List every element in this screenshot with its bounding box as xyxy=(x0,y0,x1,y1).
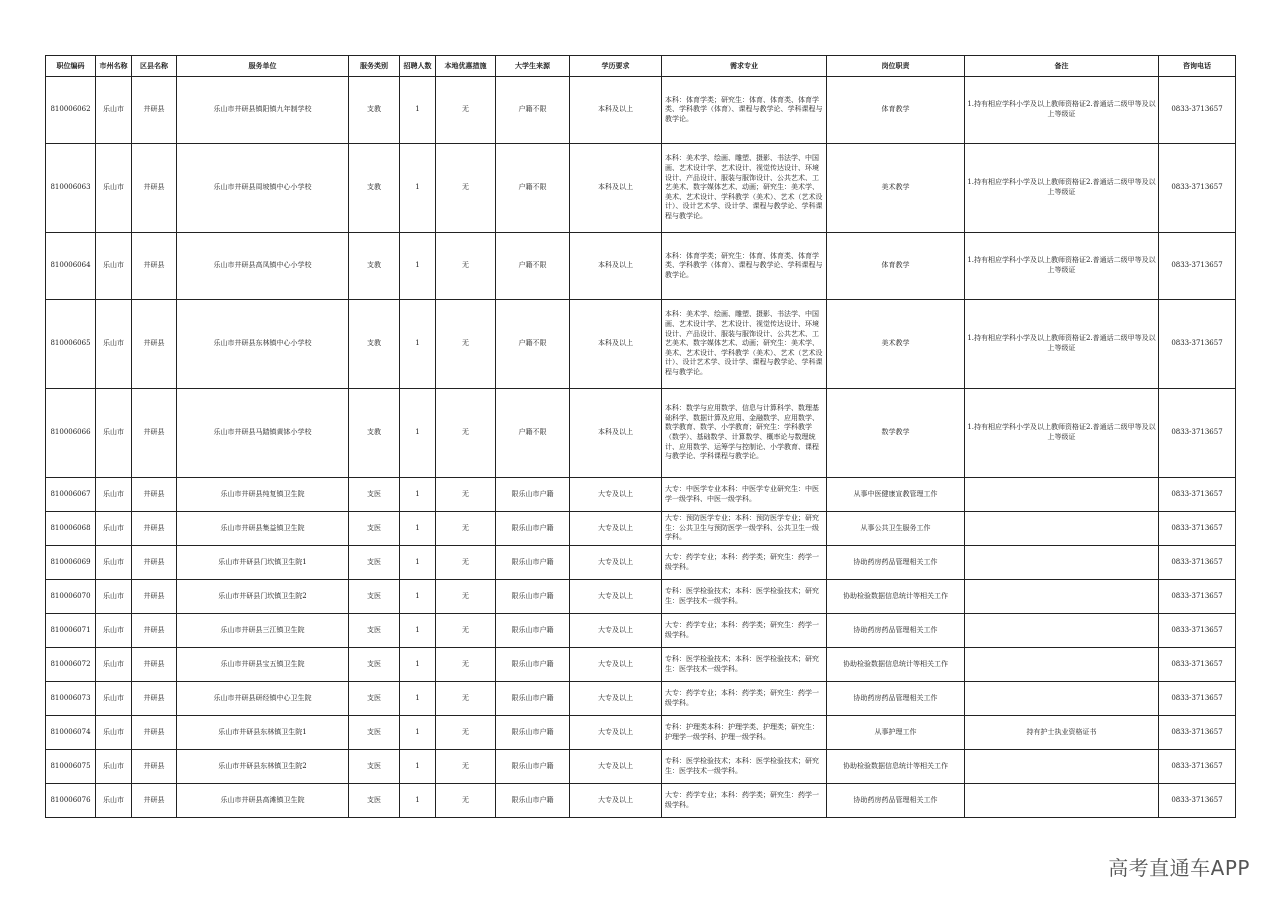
cell-phone: 0833-3713657 xyxy=(1159,478,1236,512)
cell-benefit: 无 xyxy=(436,580,496,614)
cell-education: 本科及以上 xyxy=(570,77,662,144)
table-row xyxy=(46,784,1236,818)
cell-note xyxy=(965,614,1159,648)
cell-category: 支医 xyxy=(349,648,400,682)
cell-code: 810006062 xyxy=(46,77,96,144)
table-row xyxy=(46,512,1236,546)
cell-benefit: 无 xyxy=(436,478,496,512)
cell-unit: 乐山市井研县镇阳镇九年制学校 xyxy=(177,77,349,144)
cell-code: 810006070 xyxy=(46,580,96,614)
cell-duty: 协助药房药品管理相关工作 xyxy=(827,614,965,648)
cell-duty: 协助药房药品管理相关工作 xyxy=(827,546,965,580)
cell-phone: 0833-3713657 xyxy=(1159,546,1236,580)
cell-benefit: 无 xyxy=(436,682,496,716)
cell-source: 限乐山市户籍 xyxy=(496,546,570,580)
cell-county: 井研县 xyxy=(132,300,177,389)
cell-city: 乐山市 xyxy=(96,682,132,716)
cell-code: 810006069 xyxy=(46,546,96,580)
cell-code: 810006065 xyxy=(46,300,96,389)
cell-category: 支教 xyxy=(349,77,400,144)
cell-phone: 0833-3713657 xyxy=(1159,512,1236,546)
cell-code: 810006072 xyxy=(46,648,96,682)
cell-education: 大专及以上 xyxy=(570,478,662,512)
cell-count: 1 xyxy=(400,580,436,614)
cell-code: 810006076 xyxy=(46,784,96,818)
cell-phone: 0833-3713657 xyxy=(1159,233,1236,300)
cell-count: 1 xyxy=(400,614,436,648)
table-row xyxy=(46,648,1236,682)
cell-count: 1 xyxy=(400,512,436,546)
cell-phone: 0833-3713657 xyxy=(1159,682,1236,716)
cell-duty: 体育教学 xyxy=(827,233,965,300)
cell-source: 户籍不限 xyxy=(496,389,570,478)
cell-phone: 0833-3713657 xyxy=(1159,300,1236,389)
cell-note: 1.持有相应学科小学及以上教师资格证2.普通话二级甲等及以上等级证 xyxy=(965,144,1159,233)
cell-duty: 从事护理工作 xyxy=(827,716,965,750)
header-code: 职位编码 xyxy=(46,56,96,77)
cell-unit: 乐山市井研县高凤镇中心小学校 xyxy=(177,233,349,300)
cell-note xyxy=(965,784,1159,818)
cell-count: 1 xyxy=(400,478,436,512)
cell-unit: 乐山市井研县东林镇卫生院2 xyxy=(177,750,349,784)
cell-benefit: 无 xyxy=(436,389,496,478)
cell-phone: 0833-3713657 xyxy=(1159,784,1236,818)
cell-unit: 乐山市井研县东林镇卫生院1 xyxy=(177,716,349,750)
table-row xyxy=(46,614,1236,648)
cell-county: 井研县 xyxy=(132,233,177,300)
header-row xyxy=(46,56,1236,77)
cell-source: 限乐山市户籍 xyxy=(496,750,570,784)
cell-source: 限乐山市户籍 xyxy=(496,580,570,614)
cell-category: 支教 xyxy=(349,389,400,478)
cell-county: 井研县 xyxy=(132,546,177,580)
cell-education: 大专及以上 xyxy=(570,546,662,580)
cell-benefit: 无 xyxy=(436,512,496,546)
cell-note xyxy=(965,512,1159,546)
cell-duty: 协助药房药品管理相关工作 xyxy=(827,784,965,818)
header-major: 需求专业 xyxy=(662,56,827,77)
cell-major: 大专：药学专业；本科：药学类；研究生：药学一级学科。 xyxy=(662,682,827,716)
cell-category: 支医 xyxy=(349,478,400,512)
cell-education: 大专及以上 xyxy=(570,512,662,546)
cell-city: 乐山市 xyxy=(96,144,132,233)
cell-code: 810006073 xyxy=(46,682,96,716)
cell-category: 支教 xyxy=(349,233,400,300)
cell-benefit: 无 xyxy=(436,750,496,784)
cell-duty: 协助药房药品管理相关工作 xyxy=(827,682,965,716)
cell-education: 大专及以上 xyxy=(570,682,662,716)
cell-code: 810006063 xyxy=(46,144,96,233)
header-phone: 咨询电话 xyxy=(1159,56,1236,77)
cell-phone: 0833-3713657 xyxy=(1159,716,1236,750)
cell-note xyxy=(965,546,1159,580)
cell-duty: 美术教学 xyxy=(827,144,965,233)
header-county: 区县名称 xyxy=(132,56,177,77)
cell-major: 大专：药学专业；本科：药学类；研究生：药学一级学科。 xyxy=(662,546,827,580)
cell-category: 支教 xyxy=(349,300,400,389)
cell-count: 1 xyxy=(400,648,436,682)
cell-phone: 0833-3713657 xyxy=(1159,648,1236,682)
cell-major: 大专：药学专业；本科：药学类；研究生：药学一级学科。 xyxy=(662,784,827,818)
cell-source: 户籍不限 xyxy=(496,300,570,389)
cell-education: 本科及以上 xyxy=(570,233,662,300)
cell-duty: 美术教学 xyxy=(827,300,965,389)
cell-count: 1 xyxy=(400,389,436,478)
cell-city: 乐山市 xyxy=(96,77,132,144)
cell-code: 810006068 xyxy=(46,512,96,546)
cell-benefit: 无 xyxy=(436,716,496,750)
header-note: 备注 xyxy=(965,56,1159,77)
cell-county: 井研县 xyxy=(132,478,177,512)
cell-city: 乐山市 xyxy=(96,546,132,580)
cell-category: 支医 xyxy=(349,546,400,580)
watermark-text: 高考直通车APP xyxy=(1108,856,1250,880)
cell-source: 户籍不限 xyxy=(496,77,570,144)
cell-phone: 0833-3713657 xyxy=(1159,77,1236,144)
header-city: 市州名称 xyxy=(96,56,132,77)
cell-county: 井研县 xyxy=(132,784,177,818)
cell-unit: 乐山市井研县东林镇中心小学校 xyxy=(177,300,349,389)
cell-count: 1 xyxy=(400,77,436,144)
cell-note xyxy=(965,648,1159,682)
cell-count: 1 xyxy=(400,300,436,389)
cell-duty: 从事公共卫生服务工作 xyxy=(827,512,965,546)
cell-duty: 数学教学 xyxy=(827,389,965,478)
cell-note xyxy=(965,580,1159,614)
cell-county: 井研县 xyxy=(132,682,177,716)
cell-duty: 协助检验数据信息统计等相关工作 xyxy=(827,750,965,784)
cell-education: 本科及以上 xyxy=(570,300,662,389)
cell-source: 限乐山市户籍 xyxy=(496,648,570,682)
cell-category: 支医 xyxy=(349,614,400,648)
cell-phone: 0833-3713657 xyxy=(1159,614,1236,648)
table-body xyxy=(46,77,1236,818)
cell-county: 井研县 xyxy=(132,77,177,144)
cell-count: 1 xyxy=(400,144,436,233)
cell-education: 大专及以上 xyxy=(570,614,662,648)
cell-note: 1.持有相应学科小学及以上教师资格证2.普通话二级甲等及以上等级证 xyxy=(965,389,1159,478)
cell-major: 大专：预防医学专业；本科：预防医学专业；研究生：公共卫生与预防医学一级学科、公共卫生一级学科。 xyxy=(662,512,827,546)
cell-phone: 0833-3713657 xyxy=(1159,389,1236,478)
cell-major: 专科：医学检验技术；本科：医学检验技术；研究生：医学技术一级学科。 xyxy=(662,648,827,682)
cell-benefit: 无 xyxy=(436,233,496,300)
table-row xyxy=(46,716,1236,750)
cell-source: 限乐山市户籍 xyxy=(496,682,570,716)
recruitment-table xyxy=(45,55,1236,818)
cell-major: 大专：中医学专业本科：中医学专业研究生：中医学一级学科、中医一级学科。 xyxy=(662,478,827,512)
cell-count: 1 xyxy=(400,750,436,784)
cell-city: 乐山市 xyxy=(96,716,132,750)
cell-benefit: 无 xyxy=(436,648,496,682)
cell-source: 限乐山市户籍 xyxy=(496,478,570,512)
cell-code: 810006075 xyxy=(46,750,96,784)
cell-code: 810006074 xyxy=(46,716,96,750)
table-row xyxy=(46,233,1236,300)
cell-unit: 乐山市井研县马踏镇黄钵小学校 xyxy=(177,389,349,478)
cell-major: 本科：体育学类；研究生：体育、体育类、体育学类、学科教学（体育）、课程与教学论、学科课程与教学论。 xyxy=(662,233,827,300)
header-unit: 服务单位 xyxy=(177,56,349,77)
cell-major: 本科：美术学、绘画、雕塑、摄影、书法学、中国画、艺术设计学、艺术设计、视觉传达设计、环境设计、产品设计、服装与服饰设计、公共艺术、工艺美术、数字媒体艺术、动画；研究生：美术学、美术、艺术设计、学科教学（美术）、艺术（艺术设计）、设计艺术学、设计学、课程与教学论、学科课程与教学论。 xyxy=(662,300,827,389)
cell-city: 乐山市 xyxy=(96,389,132,478)
cell-source: 户籍不限 xyxy=(496,144,570,233)
cell-duty: 协助检验数据信息统计等相关工作 xyxy=(827,580,965,614)
cell-source: 户籍不限 xyxy=(496,233,570,300)
cell-phone: 0833-3713657 xyxy=(1159,144,1236,233)
cell-category: 支医 xyxy=(349,512,400,546)
cell-code: 810006067 xyxy=(46,478,96,512)
cell-phone: 0833-3713657 xyxy=(1159,580,1236,614)
cell-count: 1 xyxy=(400,546,436,580)
cell-city: 乐山市 xyxy=(96,648,132,682)
table-row xyxy=(46,580,1236,614)
cell-count: 1 xyxy=(400,784,436,818)
cell-city: 乐山市 xyxy=(96,478,132,512)
cell-education: 本科及以上 xyxy=(570,144,662,233)
cell-note xyxy=(965,750,1159,784)
cell-county: 井研县 xyxy=(132,144,177,233)
cell-unit: 乐山市井研县宝五镇卫生院 xyxy=(177,648,349,682)
cell-code: 810006071 xyxy=(46,614,96,648)
cell-benefit: 无 xyxy=(436,144,496,233)
cell-category: 支教 xyxy=(349,144,400,233)
cell-city: 乐山市 xyxy=(96,512,132,546)
cell-duty: 协助检验数据信息统计等相关工作 xyxy=(827,648,965,682)
cell-benefit: 无 xyxy=(436,614,496,648)
cell-county: 井研县 xyxy=(132,389,177,478)
cell-unit: 乐山市井研县门坎镇卫生院1 xyxy=(177,546,349,580)
cell-major: 本科：体育学类；研究生：体育、体育类、体育学类、学科教学（体育）、课程与教学论、学科课程与教学论。 xyxy=(662,77,827,144)
cell-unit: 乐山市井研县纯复镇卫生院 xyxy=(177,478,349,512)
cell-benefit: 无 xyxy=(436,546,496,580)
cell-education: 大专及以上 xyxy=(570,750,662,784)
cell-unit: 乐山市井研县研经镇中心卫生院 xyxy=(177,682,349,716)
cell-education: 大专及以上 xyxy=(570,580,662,614)
cell-education: 本科及以上 xyxy=(570,389,662,478)
cell-county: 井研县 xyxy=(132,716,177,750)
cell-major: 专科：医学检验技术；本科：医学检验技术；研究生：医学技术一级学科。 xyxy=(662,750,827,784)
table-row xyxy=(46,300,1236,389)
cell-county: 井研县 xyxy=(132,512,177,546)
table-row xyxy=(46,389,1236,478)
cell-code: 810006064 xyxy=(46,233,96,300)
cell-note xyxy=(965,682,1159,716)
cell-count: 1 xyxy=(400,233,436,300)
table-row xyxy=(46,77,1236,144)
cell-city: 乐山市 xyxy=(96,233,132,300)
header-benefit: 本地优惠措施 xyxy=(436,56,496,77)
cell-county: 井研县 xyxy=(132,580,177,614)
cell-unit: 乐山市井研县门坎镇卫生院2 xyxy=(177,580,349,614)
cell-source: 限乐山市户籍 xyxy=(496,784,570,818)
cell-education: 大专及以上 xyxy=(570,648,662,682)
cell-count: 1 xyxy=(400,682,436,716)
cell-major: 专科：护理类本科：护理学类、护理类；研究生：护理学一级学科、护理一级学科。 xyxy=(662,716,827,750)
table-row xyxy=(46,144,1236,233)
cell-city: 乐山市 xyxy=(96,614,132,648)
cell-source: 限乐山市户籍 xyxy=(496,716,570,750)
cell-source: 限乐山市户籍 xyxy=(496,614,570,648)
cell-benefit: 无 xyxy=(436,300,496,389)
cell-education: 大专及以上 xyxy=(570,784,662,818)
cell-duty: 体育教学 xyxy=(827,77,965,144)
table-row xyxy=(46,478,1236,512)
cell-code: 810006066 xyxy=(46,389,96,478)
cell-benefit: 无 xyxy=(436,784,496,818)
cell-duty: 从事中医健康宣教管理工作 xyxy=(827,478,965,512)
cell-education: 大专及以上 xyxy=(570,716,662,750)
cell-major: 本科：美术学、绘画、雕塑、摄影、书法学、中国画、艺术设计学、艺术设计、视觉传达设计、环境设计、产品设计、服装与服饰设计、公共艺术、工艺美术、数字媒体艺术、动画；研究生：美术学、美术、艺术设计、学科教学（美术）、艺术（艺术设计）、设计艺术学、设计学、课程与教学论、学科课程与教学论。 xyxy=(662,144,827,233)
cell-note xyxy=(965,478,1159,512)
cell-category: 支医 xyxy=(349,716,400,750)
table-row xyxy=(46,682,1236,716)
header-education: 学历要求 xyxy=(570,56,662,77)
header-duty: 岗位职责 xyxy=(827,56,965,77)
cell-major: 专科：医学检验技术；本科：医学检验技术；研究生：医学技术一级学科。 xyxy=(662,580,827,614)
cell-major: 本科：数学与应用数学、信息与计算科学、数理基础科学、数据计算及应用、金融数学、应用数学、数学教育、数学、小学教育；研究生：学科教学（数学）、基础数学、计算数学、概率论与数理统计、应用数学、运筹学与控制论、小学教育、课程与教学论、学科课程与教学论。 xyxy=(662,389,827,478)
cell-category: 支医 xyxy=(349,682,400,716)
cell-county: 井研县 xyxy=(132,750,177,784)
table-row xyxy=(46,750,1236,784)
cell-category: 支医 xyxy=(349,580,400,614)
cell-city: 乐山市 xyxy=(96,580,132,614)
cell-note: 1.持有相应学科小学及以上教师资格证2.普通话二级甲等及以上等级证 xyxy=(965,233,1159,300)
cell-unit: 乐山市井研县周坡镇中心小学校 xyxy=(177,144,349,233)
cell-category: 支医 xyxy=(349,784,400,818)
cell-city: 乐山市 xyxy=(96,750,132,784)
cell-phone: 0833-3713657 xyxy=(1159,750,1236,784)
cell-unit: 乐山市井研县集益镇卫生院 xyxy=(177,512,349,546)
table-row xyxy=(46,546,1236,580)
cell-benefit: 无 xyxy=(436,77,496,144)
cell-county: 井研县 xyxy=(132,614,177,648)
cell-unit: 乐山市井研县高滩镇卫生院 xyxy=(177,784,349,818)
cell-category: 支医 xyxy=(349,750,400,784)
cell-source: 限乐山市户籍 xyxy=(496,512,570,546)
cell-note: 1.持有相应学科小学及以上教师资格证2.普通话二级甲等及以上等级证 xyxy=(965,77,1159,144)
header-count: 招聘人数 xyxy=(400,56,436,77)
cell-major: 大专：药学专业；本科：药学类；研究生：药学一级学科。 xyxy=(662,614,827,648)
cell-city: 乐山市 xyxy=(96,300,132,389)
cell-city: 乐山市 xyxy=(96,784,132,818)
header-category: 服务类别 xyxy=(349,56,400,77)
cell-count: 1 xyxy=(400,716,436,750)
cell-unit: 乐山市井研县三江镇卫生院 xyxy=(177,614,349,648)
header-source: 大学生来源 xyxy=(496,56,570,77)
cell-county: 井研县 xyxy=(132,648,177,682)
cell-note: 持有护士执业资格证书 xyxy=(965,716,1159,750)
cell-note: 1.持有相应学科小学及以上教师资格证2.普通话二级甲等及以上等级证 xyxy=(965,300,1159,389)
